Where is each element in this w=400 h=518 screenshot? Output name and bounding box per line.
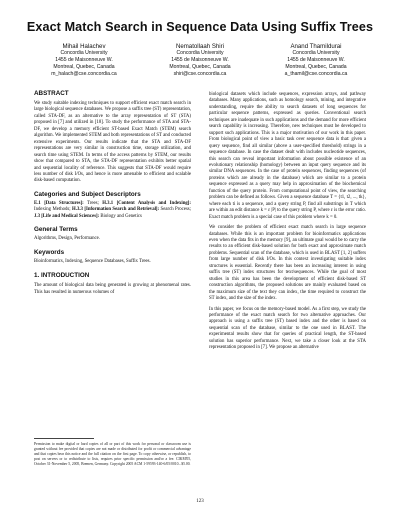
categories-text (34, 201, 191, 220)
category-text: Search Process; (159, 207, 192, 213)
category-label: E.1 [Data Structures]: (34, 200, 84, 206)
author-city: Montreal, Quebec, Canada (285, 64, 347, 70)
author-address: 1455 de Maisonneuve W. (287, 57, 345, 63)
introduction-text-right-1: biological datasets which include sequences, expression arrays, and pathway databases. Many applications, such as homology search, mining, and integrative understanding, require the ability to search datasets of long sequences for particular sequence patterns, expressed as queries. Conventional search techniques are inadequate in such applications and the demand for more efficient search capability is increasing. Therefore, new techniques must be developed to support such applications. This is a major motivation of our work in this paper. From biological point of view a basic task over sequence data is that: given a query sequence, find all similar (above a user-specified threshold) strings in a sequence database. In case the dataset dealt with includes nucleotide sequences, this search can reveal important information about possible existence of an evolutionary relationship (homology) between an input query sequence and its similar DNA sequences. In the case of protein sequences, finding sequences (of proteins which are already in the database) which are similar to a protein sequence expressed as a query may help in approximation of the biochemical function of the query protein. From computational point of view, the searching problem can be defined as follows. Given a sequence database T = {t1, t2, ..., tk}, where each ti is a sequence, and a query string P, find all substrings in T which are within an edit distance k = ε |P| to the query string P, where ε is the error ratio. Exact match problem is a special case of this problem where k = 0. (209, 92, 366, 220)
author-block (34, 43, 366, 78)
author-city: Montreal, Quebec, Canada (53, 64, 115, 70)
category-label: J.3 [Life and Medical Sciences]: (34, 213, 100, 219)
category-label: H.3.1 [Content Analysis and Indexing]: (102, 200, 191, 206)
footnote-rule (34, 438, 94, 439)
author-address: 1455 de Maisonneuve W. (55, 57, 113, 63)
keywords-text: Bioinformatics, Indexing, Sequence Databases, Suffix Trees. (34, 258, 151, 264)
author-name: Anand Thamildurai (290, 43, 342, 50)
author-name: Mihail Halachev (62, 43, 106, 50)
author-3 (266, 43, 366, 78)
introduction-text-left: The amount of biological data being generated is growing at phenomenal rates. This has resulted in numerous volumes of (34, 283, 191, 295)
author-address: 1455 de Maisonneuve W. (171, 57, 229, 63)
author-name: Nematollaah Shiri (175, 43, 225, 50)
author-email: a_thamil@cse.concordia.ca (284, 71, 348, 77)
category-text: Indexing Methods; (34, 207, 73, 213)
page-number: 123 (196, 499, 204, 504)
introduction-heading: 1. INTRODUCTION (34, 272, 90, 280)
author-2 (150, 43, 250, 78)
left-column (34, 90, 191, 300)
right-column (209, 92, 366, 356)
general-terms-heading: General Terms (34, 226, 78, 234)
author-email: shiri@cse.concordia.ca (173, 71, 227, 77)
introduction-text-right-2: We consider the problem of efficient exact match search in large sequence databases. While this is an important problem for bioinformatics applications even when the data fits in the memory [9], an ultimate goal would be to carry the results to an efficient disk-based solution for both exact and approximate match problems. Sequential scan of the database, which is used in BLAST [1, 2] suffers from large number of disk I/Os. In this context investigating suitable index structures is essential. Recently there has been an increasing interest in using suffix tree (ST) index structures for text/sequences. While the goal of most studies in this area has been the development of efficient disk-based ST construction algorithms, the proposed solutions are mainly evaluated based on the maximum size of the text they can index, the time required to construct the ST index, and the size of the index. (209, 225, 366, 302)
author-affiliation: Concordia University (60, 50, 108, 56)
category-label: H.3.3 [Information Search and Retrieval]: (72, 207, 160, 213)
abstract-text: We study suitable indexing techniques to support efficient exact match search in large biological sequence databases. We propose a suffix tree (ST) representation, called STA-DF, as an alternative to the array representation of ST (STA) proposed in [7] and utilized in [18]. To study the performance of STA and STA-DF, we develop a memory efficient ST-based Exact Match (STEM) search algorithm. We implemented STEM and both representations of ST and conducted extensive experiments. Our results indicate that the STA and STA-DF representations are very similar in construction time, storage utilization, and search time using STEM. In terms of the access patterns by STEM, our results show that compared to STA, the STA-DF representation exhibits better spatial and sequential locality of reference. This suggests that STA-DF would require less number of disk I/Os, and hence is more amenable to efficient and scalable disk-based computation. (34, 101, 191, 184)
author-email: m_halach@cse.concordia.ca (51, 71, 117, 77)
category-text: Biology and Genetics (99, 213, 142, 219)
general-terms-text: Algorithms, Design, Performance. (34, 236, 100, 242)
abstract-heading: ABSTRACT (34, 90, 69, 97)
author-1 (34, 43, 134, 78)
author-affiliation: Concordia University (292, 50, 340, 56)
paper-title: Exact Match Search in Sequence Data Using Suffix Trees (26, 20, 374, 34)
copyright-footnote: Permission to make digital or hard copies of all or part of this work for personal or classroom use is granted without fee provided that copies are not made or distributed for profit or commercial advantage and that copies bear this notice and the full citation on the first page. To copy otherwise, or republish, to post on servers or to redistribute to lists, requires prior specific permission and/or a fee. CIKM'05, October 31-November 5, 2005, Bremen, Germany. Copyright 2005 ACM 1-59593-140-6/05/0010...$5.00. (34, 442, 191, 466)
categories-heading: Categories and Subject Descriptors (34, 190, 141, 198)
category-text: Trees; (83, 200, 103, 206)
introduction-text-right-3: In this paper, we focus on the memory-based model. As a first step, we study the performance of the exact match search for two alternative approaches. Our approach is using a suffix tree (ST) based index and the other is based on sequential scan of the database, similar to the one used in BLAST. The experimental results show that for queries of practical length, the ST-based solution has superior performance. Next, we take a closer look at the STA representation proposed in [7]. We propose an alternative (209, 306, 366, 351)
keywords-heading: Keywords (34, 248, 65, 256)
author-affiliation: Concordia University (176, 50, 224, 56)
author-city: Montreal, Quebec, Canada (169, 64, 231, 70)
